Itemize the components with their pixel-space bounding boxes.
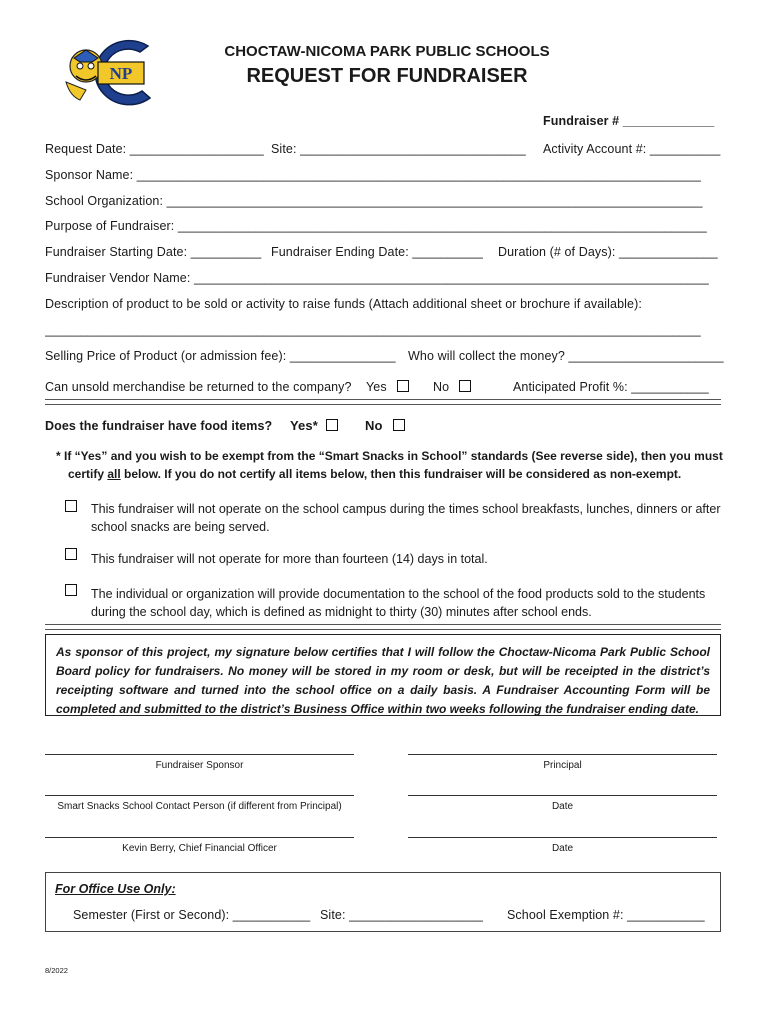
site-field[interactable]: Site: ________________________________ bbox=[271, 142, 526, 156]
food-question: Does the fundraiser have food items? bbox=[45, 419, 273, 433]
unsold-no-option[interactable] bbox=[433, 380, 471, 394]
office-use-heading: For Office Use Only: bbox=[55, 882, 176, 896]
school-exemption-field[interactable]: School Exemption #: ___________ bbox=[507, 908, 705, 922]
food-no-label: No bbox=[365, 418, 383, 433]
note-all-underlined: all bbox=[107, 467, 121, 481]
form-title: REQUEST FOR FUNDRAISER bbox=[246, 65, 528, 87]
date2-label: Date bbox=[551, 843, 574, 854]
cert1-text: This fundraiser will not operate on the school campus during the times school breakfasts, lunches, dinners or after school snacks are being served. bbox=[91, 502, 721, 534]
section-divider-2 bbox=[45, 624, 721, 630]
vendor-name-field[interactable]: Fundraiser Vendor Name: _________________________________________________________________________ bbox=[45, 271, 709, 285]
exemption-note-line2 bbox=[68, 467, 681, 481]
sponsor-signature-line[interactable] bbox=[45, 754, 354, 755]
description-label: Description of product to be sold or activity to raise funds (Attach additional sheet or brochure if available): bbox=[45, 297, 642, 311]
description-field[interactable]: _____________________________________________________________________________________________ bbox=[45, 323, 701, 337]
cert3-checkbox[interactable] bbox=[65, 584, 77, 596]
activity-account-field[interactable]: Activity Account #: __________ bbox=[543, 142, 721, 156]
office-site-field[interactable]: Site: ___________________ bbox=[320, 908, 484, 922]
sponsor-statement: As sponsor of this project, my signature below certifies that I will follow the Choctaw-Nicoma Park Public School Board policy for fundraisers. No money will be stored in my room or desk, but will be receipted in the district’s receipting software and turned into the school office on a daily basis. A Fundraiser Accounting Form will be completed and submitted to the district’s Business Office within two weeks following the fundraiser ending date. bbox=[56, 645, 710, 716]
principal-signature-label: Principal bbox=[543, 760, 582, 771]
end-date-field[interactable]: Fundraiser Ending Date: __________ bbox=[271, 245, 483, 259]
exemption-note-line1: * If “Yes” and you wish to be exempt from the “Smart Snacks in School” standards (See reverse side), then you must bbox=[56, 449, 723, 463]
note-text-b: below. If you do not certify all items below, then this fundraiser will be considered as non-exempt. bbox=[120, 467, 682, 481]
principal-signature-line[interactable] bbox=[408, 754, 717, 755]
start-date-field[interactable]: Fundraiser Starting Date: __________ bbox=[45, 245, 262, 259]
cfo-signature-label: Kevin Berry, Chief Financial Officer bbox=[122, 843, 277, 854]
profit-field[interactable]: Anticipated Profit %: ___________ bbox=[513, 380, 709, 394]
who-collect-field[interactable]: Who will collect the money? ______________________ bbox=[408, 349, 724, 363]
section-divider bbox=[45, 399, 721, 405]
unsold-yes-label: Yes bbox=[366, 380, 387, 394]
cert2-text: This fundraiser will not operate for more than fourteen (14) days in total. bbox=[91, 552, 488, 566]
sponsor-statement-box bbox=[45, 634, 721, 716]
cert2-checkbox[interactable] bbox=[65, 548, 77, 560]
cfo-signature-line[interactable] bbox=[45, 837, 354, 838]
cert3-text: The individual or organization will provide documentation to the school of the food products sold to the students during the school day, which is defined as midnight to thirty (30) minutes after school ends. bbox=[91, 587, 706, 619]
purpose-field[interactable]: Purpose of Fundraiser: ___________________________________________________________________________ bbox=[45, 219, 707, 233]
cert1-checkbox[interactable] bbox=[65, 500, 77, 512]
date1-label: Date bbox=[551, 801, 574, 812]
food-yes-option[interactable] bbox=[290, 418, 338, 433]
unsold-question: Can unsold merchandise be returned to the company? bbox=[45, 380, 352, 394]
date2-line[interactable] bbox=[408, 837, 717, 838]
duration-field[interactable]: Duration (# of Days): ______________ bbox=[498, 245, 718, 259]
food-no-option[interactable] bbox=[365, 418, 405, 433]
unsold-yes-checkbox[interactable] bbox=[397, 380, 409, 392]
office-use-box bbox=[45, 872, 721, 932]
date1-line[interactable] bbox=[408, 795, 717, 796]
sponsor-signature-label: Fundraiser Sponsor bbox=[155, 760, 244, 771]
svg-text:NP: NP bbox=[109, 64, 133, 83]
request-date-field[interactable]: Request Date: ___________________ bbox=[45, 142, 264, 156]
fundraiser-number-field[interactable]: Fundraiser # _____________ bbox=[543, 114, 715, 128]
revision-date: 8/2022 bbox=[45, 966, 68, 975]
food-yes-label: Yes* bbox=[290, 418, 318, 433]
selling-price-field[interactable]: Selling Price of Product (or admission fee): _______________ bbox=[45, 349, 396, 363]
smart-snacks-signature-label: Smart Snacks School Contact Person (if different from Principal) bbox=[57, 801, 342, 812]
unsold-no-label: No bbox=[433, 380, 450, 394]
school-name: CHOCTAW-NICOMA PARK PUBLIC SCHOOLS bbox=[224, 43, 550, 60]
semester-field[interactable]: Semester (First or Second): ___________ bbox=[73, 908, 311, 922]
note-text-a: certify bbox=[68, 467, 108, 481]
unsold-yes-option[interactable] bbox=[366, 380, 409, 394]
smart-snacks-signature-line[interactable] bbox=[45, 795, 354, 796]
sponsor-name-field[interactable]: Sponsor Name: ________________________________________________________________________________ bbox=[45, 168, 701, 182]
food-yes-checkbox[interactable] bbox=[326, 419, 338, 431]
unsold-no-checkbox[interactable] bbox=[459, 380, 471, 392]
school-organization-field[interactable]: School Organization: ____________________________________________________________________________ bbox=[45, 194, 703, 208]
food-no-checkbox[interactable] bbox=[393, 419, 405, 431]
